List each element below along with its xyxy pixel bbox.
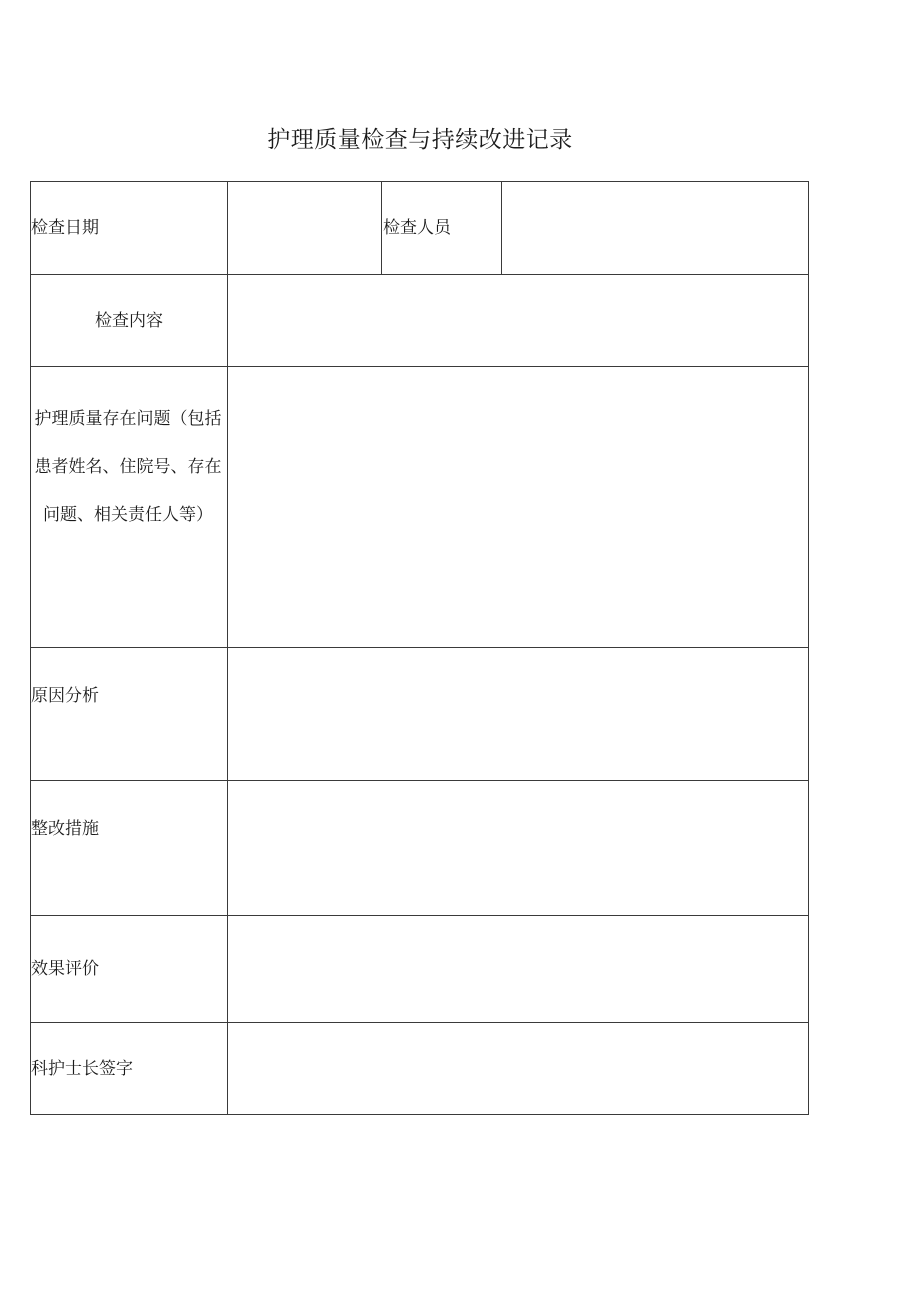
table-border-bottom — [30, 1114, 809, 1115]
problems-label: 护理质量存在问题（包括患者姓名、住院号、存在问题、相关责任人等） — [34, 409, 222, 525]
inspection-date-field[interactable] — [228, 182, 381, 274]
cause-field[interactable] — [228, 648, 808, 780]
content-label: 检查内容 — [95, 311, 163, 331]
inspection-date-label: 检查日期 — [31, 218, 99, 238]
page-title: 护理质量检查与持续改进记录 — [267, 127, 573, 153]
inspector-label: 检查人员 — [383, 218, 451, 238]
effect-label: 效果评价 — [31, 959, 99, 979]
date-inspector-divider — [381, 181, 382, 275]
signature-label: 科护士长签字 — [31, 1059, 133, 1079]
effect-field[interactable] — [228, 916, 808, 1022]
cause-label: 原因分析 — [31, 686, 99, 706]
signature-field[interactable] — [228, 1023, 808, 1114]
table-border-right — [808, 181, 809, 1115]
inspector-field[interactable] — [502, 182, 808, 274]
problems-field[interactable] — [228, 367, 808, 647]
content-field[interactable] — [228, 275, 808, 366]
measures-label: 整改措施 — [31, 819, 99, 839]
measures-field[interactable] — [228, 781, 808, 915]
